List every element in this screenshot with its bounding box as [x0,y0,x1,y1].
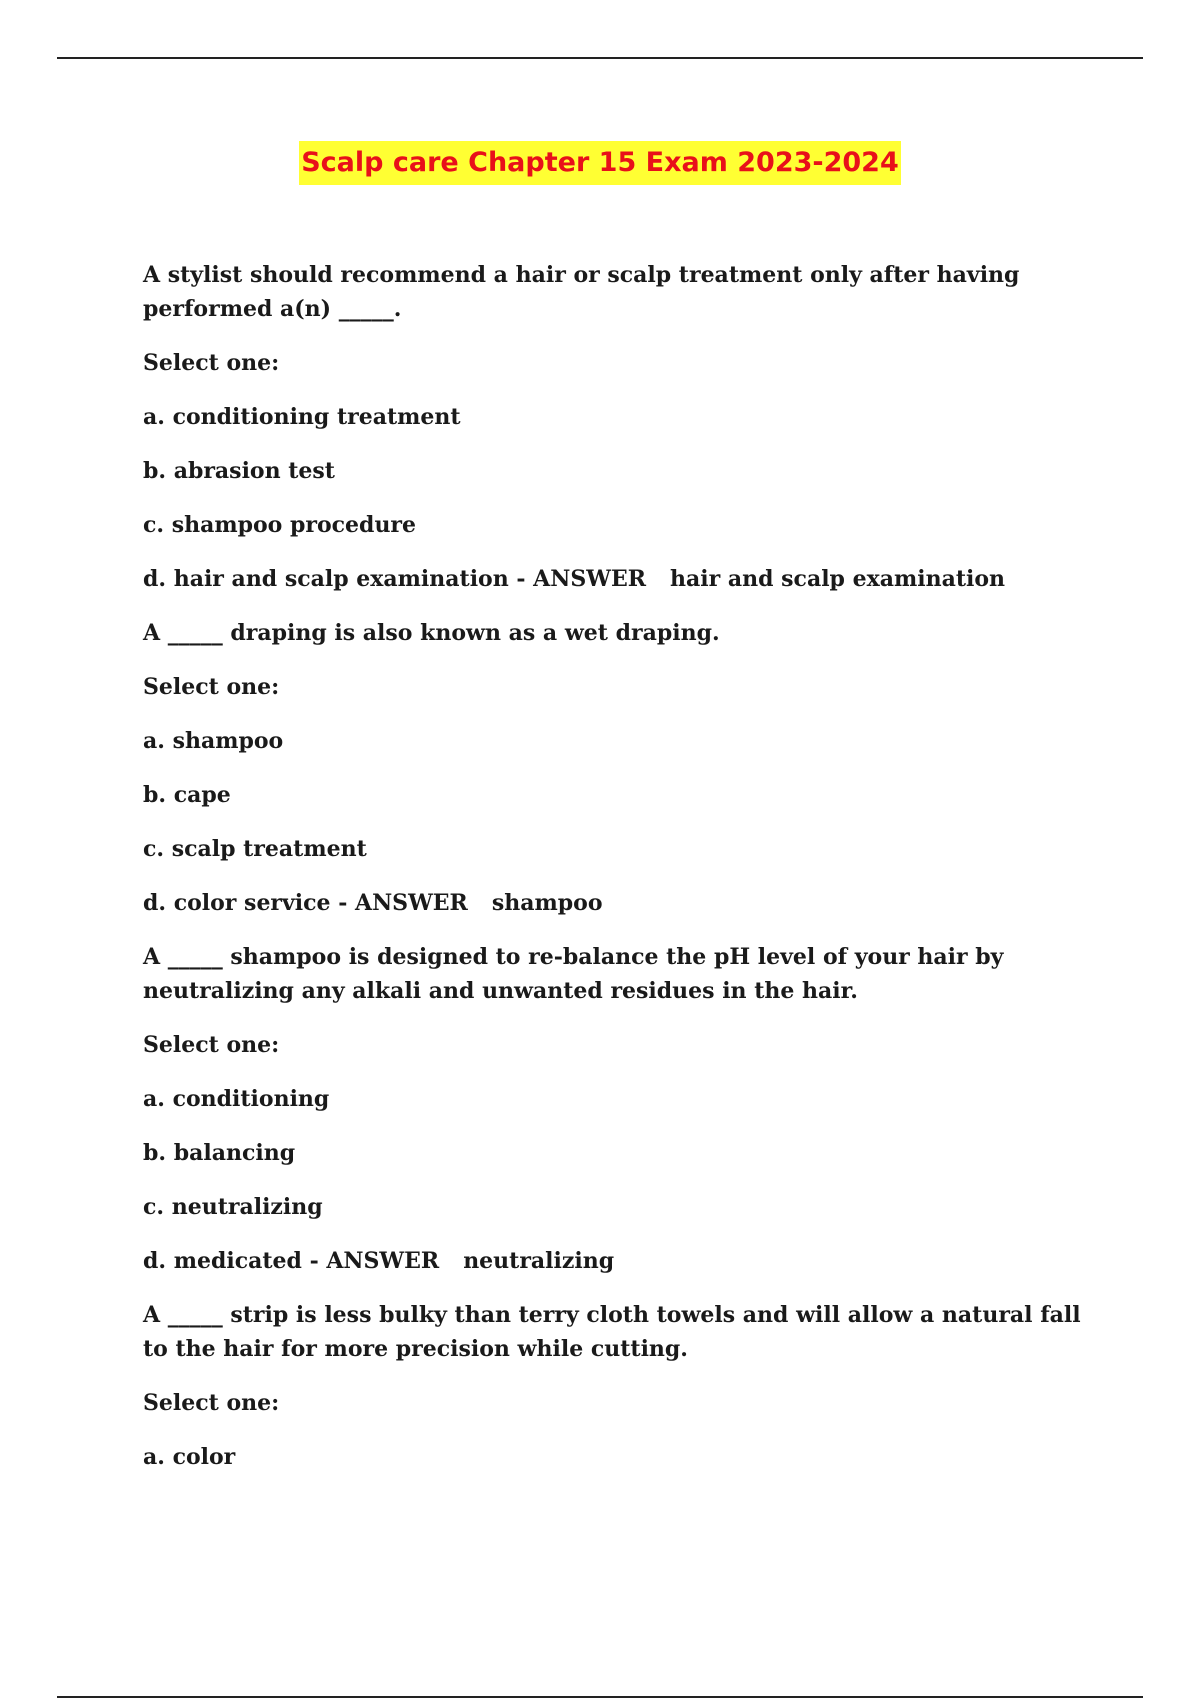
question-1-option-a: a. conditioning treatment [143,404,461,430]
question-1-answer: hair and scalp examination [670,566,1006,592]
question-3-select-one: Select one: [143,1032,280,1058]
question-2-option-d-label: d. color service - ANSWER [143,890,468,916]
question-2-text: A _____ draping is also known as a wet draping. [143,620,720,646]
question-2-answer: shampoo [491,890,603,916]
question-2-option-b: b. cape [143,782,231,808]
question-1-option-d-label: d. hair and scalp examination - ANSWER [143,566,647,592]
question-4-select-one: Select one: [143,1390,280,1416]
document-body [143,258,1093,1494]
question-3-option-a: a. conditioning [143,1086,330,1112]
question-1-text: A stylist should recommend a hair or scalp treatment only after having performed a(n) _____. [143,262,1020,322]
question-1-option-c: c. shampoo procedure [143,512,417,538]
question-3-option-d [143,1244,1093,1278]
question-3-text: A _____ shampoo is designed to re-balance the pH level of your hair by neutralizing any alkali and unwanted residues in the hair. [143,944,1004,1004]
question-3-option-b: b. balancing [143,1140,296,1166]
question-1-option-d [143,562,1093,596]
question-3-answer: neutralizing [463,1248,615,1274]
question-1-option-b: b. abrasion test [143,458,335,484]
question-3-option-d-label: d. medicated - ANSWER [143,1248,440,1274]
question-2-select-one: Select one: [143,674,280,700]
question-4-option-a: a. color [143,1444,236,1470]
question-3-option-c: c. neutralizing [143,1194,323,1220]
question-4-text: A _____ strip is less bulky than terry cloth towels and will allow a natural fall to the hair for more precision while cutting. [143,1302,1081,1362]
footer-rule [57,1696,1143,1698]
question-1-select-one: Select one: [143,350,280,376]
document-title: Scalp care Chapter 15 Exam 2023-2024 [299,141,901,185]
question-2-option-c: c. scalp treatment [143,836,367,862]
title-block [0,141,1200,185]
question-2-option-d [143,886,1093,920]
header-rule [57,57,1143,59]
question-2-option-a: a. shampoo [143,728,284,754]
